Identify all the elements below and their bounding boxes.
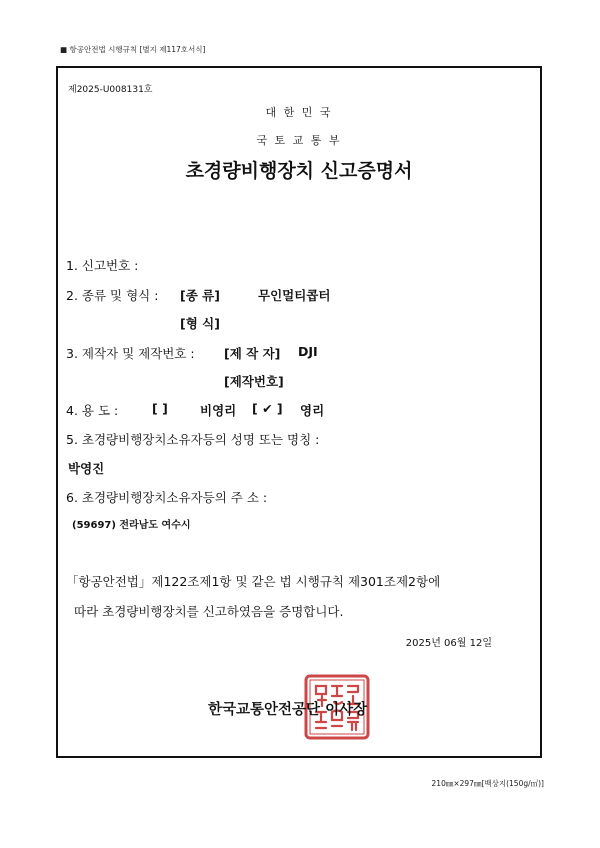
serial-number-label: [제작번호] [224,374,284,389]
document-number: 제2025-U008131호 [68,85,153,95]
ministry-name: 국 토 교 통 부 [256,134,342,147]
country-name: 대 한 민 국 [265,106,333,119]
owner-address-value: (59697) 전라남도 여수시 [72,520,191,531]
field-registration-number-label: 1. 신고번호 : [66,258,139,273]
form-reference-note: ■ 항공안전법 시행규칙 [별지 제117호서식] [60,45,206,54]
profit-label: 영리 [300,403,325,418]
field-manufacturer-label: 3. 제작자 및 제작번호 : [66,346,195,361]
certificate-frame [56,66,542,758]
field-purpose-label: 4. 용 도 : [66,403,119,418]
kind-label: [종 류] [180,288,220,303]
field-owner-name-label: 5. 초경량비행장치소유자등의 성명 또는 명칭 : [66,432,320,447]
paper-spec-note: 210㎜×297㎜[백상지(150g/㎡)] [431,779,544,788]
certificate-title: 초경량비행장치 신고증명서 [185,160,413,182]
non-profit-label: 비영리 [200,403,237,418]
owner-name-value: 박영진 [68,461,105,476]
certification-text-line1: 「항공안전법」제122조제1항 및 같은 법 시행규칙 제301조제2항에 [66,574,441,589]
issue-date: 2025년 06월 12일 [405,638,492,649]
manufacturer-value: DJI [298,344,318,359]
non-profit-checkbox: [ ] [152,401,168,416]
field-owner-address-label: 6. 초경량비행장치소유자등의 주 소 : [66,490,268,505]
issuer-name: 한국교통안전공단 이사장 [208,702,368,718]
manufacturer-label: [제 작 자] [224,346,281,361]
field-type-model-label: 2. 종류 및 형식 : [66,288,159,303]
kind-value: 무인멀티콥터 [258,288,331,303]
model-label: [형 식] [180,316,220,331]
profit-checkbox-checked: [ ✔ ] [252,401,283,416]
certification-text-line2: 따라 초경량비행장치를 신고하였음을 증명합니다. [74,604,344,619]
